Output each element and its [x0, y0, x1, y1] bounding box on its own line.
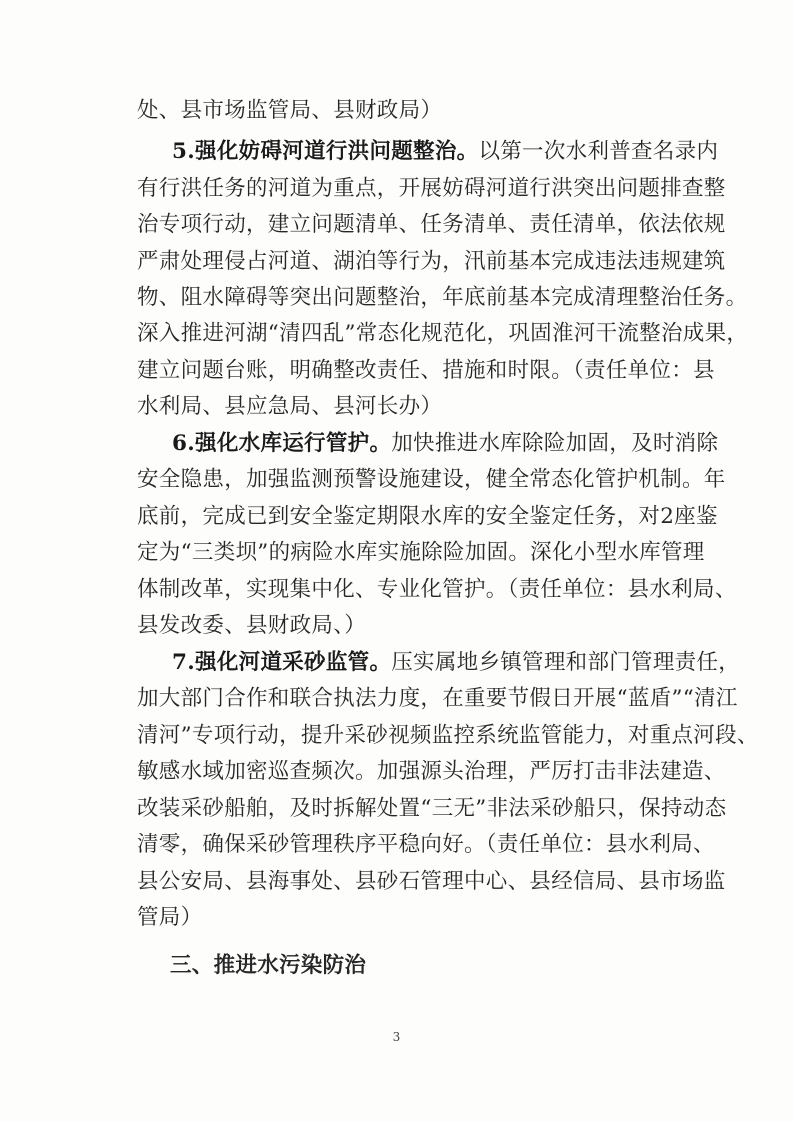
- text-line: 敏感水域加密巡查频次。加强源头治理，严厉打击非法建造、: [137, 759, 726, 784]
- page-number: 3: [392, 1030, 401, 1044]
- text-line: 水利局、县应急局、县河长办）: [137, 394, 443, 419]
- text-line: 建立问题台账，明确整改责任、措施和时限。（责任单位：县: [137, 358, 715, 383]
- text-line: 安全隐患，加强监测预警设施建设，健全常态化管护机制。年: [137, 467, 726, 492]
- item-5-text: 以第一次水利普查名录内: [478, 139, 719, 164]
- text-line: 治专项行动，建立问题清单、任务清单、责任清单，依法依规: [137, 212, 726, 237]
- item-6-title: 6.强化水库运行管护。: [172, 431, 392, 456]
- text-line: 改装采砂船舶，及时拆解处置“三无”非法采砂船只，保持动态: [137, 796, 727, 821]
- item-5-title: 5.强化妨碍河道行洪问题整治。: [172, 139, 479, 164]
- text-line: 底前，完成已到安全鉴定期限水库的安全鉴定任务，对2座鉴: [137, 504, 718, 529]
- text-line: 管局）: [137, 905, 203, 930]
- text-line: 物、阻水障碍等突出问题整治，年底前基本完成清理整治任务。: [137, 285, 748, 310]
- text-line: 加大部门合作和联合执法力度，在重要节假日开展“蓝盾”“清江: [137, 686, 738, 711]
- text-line: 处、县市场监管局、县财政局）: [137, 98, 443, 123]
- text-line: 县发改委、县财政局、）: [137, 613, 367, 638]
- text-line: 深入推进河湖“清四乱”常态化规范化，巩固淮河干流整治成果，: [137, 321, 749, 346]
- item-7-heading-line: [172, 648, 740, 678]
- text-line: 县公安局、县海事处、县砂石管理中心、县经信局、县市场监: [137, 869, 726, 894]
- text-line: 定为“三类坝”的病险水库实施除险加固。深化小型水库管理: [137, 540, 705, 565]
- item-6-heading-line: [172, 429, 718, 459]
- item-7-title: 7.强化河道采砂监管。: [172, 650, 392, 675]
- item-5-heading-line: [172, 137, 718, 167]
- item-6-text: 加快推进水库除险加固，及时消除: [391, 431, 719, 456]
- section-heading: 三、推进水污染防治: [170, 953, 367, 978]
- text-line: 清河”专项行动，提升采砂视频监控系统监管能力，对重点河段、: [137, 723, 759, 748]
- text-line: 有行洪任务的河道为重点，开展妨碍河道行洪突出问题排查整: [137, 176, 726, 201]
- text-line: 严肃处理侵占河道、湖泊等行为，汛前基本完成违法违规建筑: [137, 249, 726, 274]
- item-7-text: 压实属地乡镇管理和部门管理责任，: [391, 650, 741, 675]
- text-line: 体制改革，实现集中化、专业化管护。（责任单位：县水利局、: [137, 577, 737, 602]
- text-line: 清零，确保采砂管理秩序平稳向好。（责任单位：县水利局、: [137, 832, 715, 857]
